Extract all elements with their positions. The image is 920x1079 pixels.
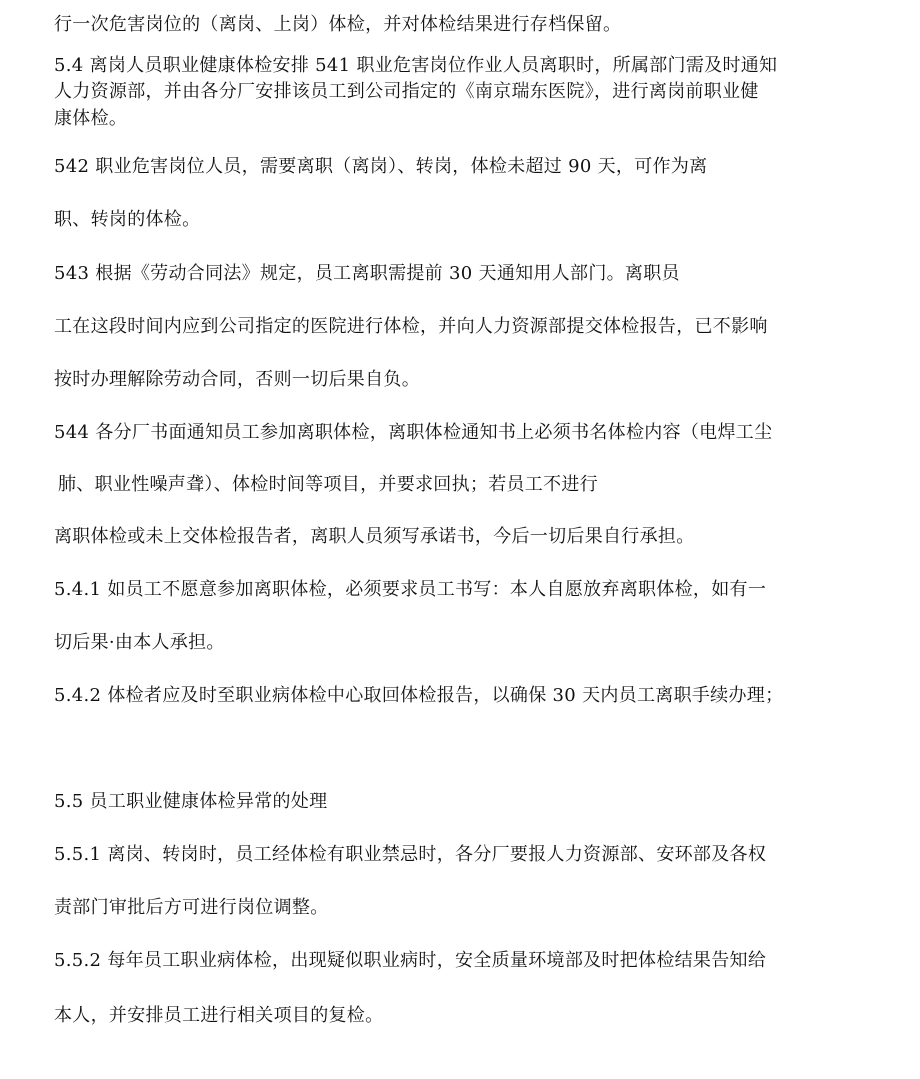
text-line: 544 各分厂书面通知员工参加离职体检，离职体检通知书上必须书名体检内容（电焊工尘 [54, 422, 773, 443]
text-line: 5.4.2 体检者应及时至职业病体检中心取回体检报告，以确保 30 天内员工离职手续办理； [54, 685, 784, 706]
text-line: 5.4 离岗人员职业健康体检安排 541 职业危害岗位作业人员离职时，所属部门需及时通知 [54, 55, 778, 76]
text-line: 工在这段时间内应到公司指定的医院进行体检，并向人力资源部提交体检报告，已不影响 [54, 316, 768, 337]
text-line: 5.5.1 离岗、转岗时，员工经体检有职业禁忌时，各分厂要报人力资源部、安环部及各权 [54, 844, 767, 865]
text-line: 542 职业危害岗位人员，需要离职（离岗）、转岗，体检未超过 90 天，可作为离 [54, 156, 708, 177]
text-line: 康体检。 [54, 108, 128, 129]
text-line: 人力资源部，并由各分厂安排该员工到公司指定的《南京瑞东医院》，进行离岗前职业健 [54, 81, 759, 102]
text-line: 按时办理解除劳动合同，否则一切后果自负。 [54, 369, 420, 390]
text-line: 行一次危害岗位的（离岗、上岗）体检，并对体检结果进行存档保留。 [54, 14, 622, 35]
text-line: 责部门审批后方可进行岗位调整。 [54, 897, 329, 918]
text-line: 离职体检或未上交体检报告者，离职人员须写承诺书，今后一切后果自行承担。 [54, 526, 695, 547]
text-line: 543 根据《劳动合同法》规定，员工离职需提前 30 天通知用人部门。离职员 [54, 263, 680, 284]
text-line: 本人，并安排员工进行相关项目的复检。 [54, 1005, 384, 1026]
text-line: 5.5.2 每年员工职业病体检，出现疑似职业病时，安全质量环境部及时把体检结果告知给 [54, 950, 767, 971]
text-line: 5.4.1 如员工不愿意参加离职体检，必须要求员工书写：本人自愿放弃离职体检，如有一 [54, 579, 767, 600]
text-line: 职、转岗的体检。 [54, 209, 201, 230]
text-line: 肺、职业性噪声聋）、体检时间等项目，并要求回执；若员工不进行 [58, 474, 598, 495]
section-heading: 5.5 员工职业健康体检异常的处理 [54, 791, 328, 812]
text-line: 切后果·由本人承担。 [54, 632, 225, 653]
